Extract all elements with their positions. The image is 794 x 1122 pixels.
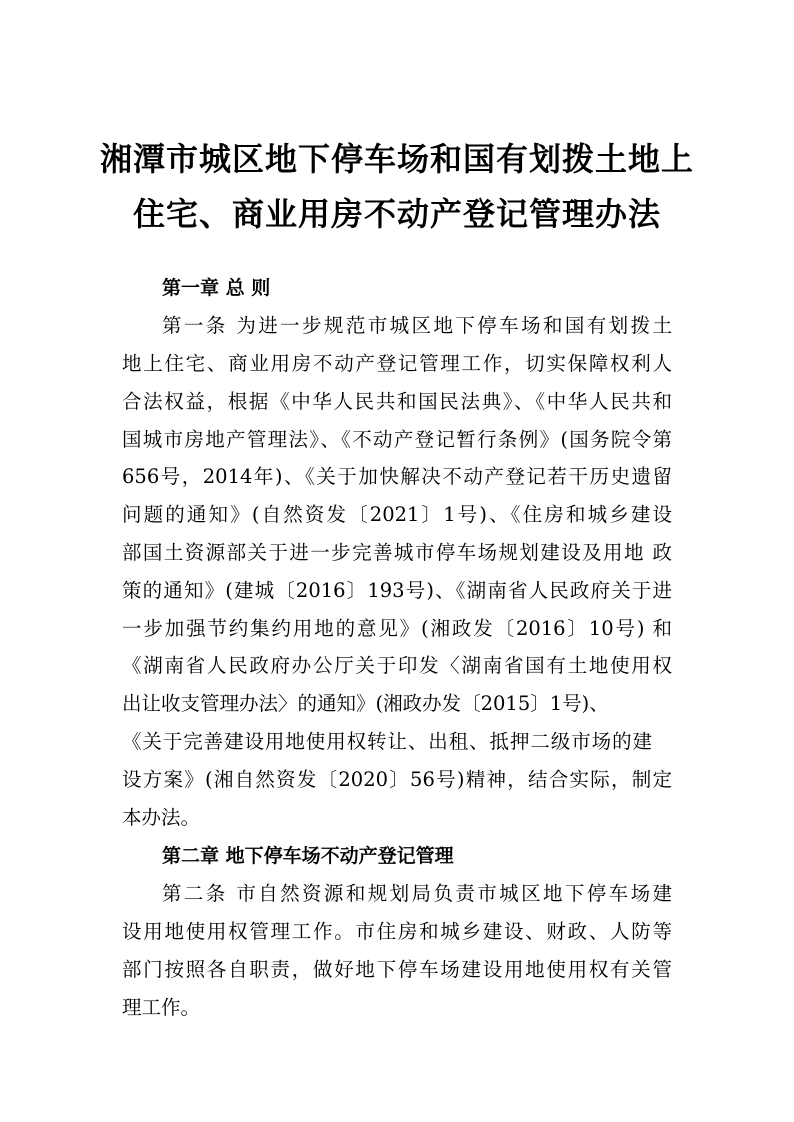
text-line: 合法权益，根据《中华人民共和国民法典》、《中华人民共和 [122,390,672,413]
text-line: 问题的通知》(自然资发〔2021〕1号)、《住房和城乡建设 [122,503,672,526]
text-line: 地上住宅、商业用房不动产登记管理工作，切实保障权利人 [122,352,672,375]
text-line: 656号，2014年)、《关于加快解决不动产登记若干历史遗留 [122,465,672,488]
text-line: 部国土资源部关于进一步完善城市停车场规划建设及用地 政 [122,541,672,564]
text-line: 本办法。 [122,806,201,829]
text-line: 部门按照各自职责，做好地下停车场建设用地使用权有关管 [122,958,672,981]
text-line: 《关于完善建设用地使用权转让、出租、抵押二级市场的建 [122,730,652,753]
text-line: 第二条 市自然资源和规划局负责市城区地下停车场建 [162,882,672,905]
text-line: 理工作。 [122,996,201,1019]
text-line: 设方案》(湘自然资发〔2020〕56号)精神，结合实际，制定 [122,768,672,791]
title-line-1: 湘潭市城区地下停车场和国有划拨土地上 [99,140,694,178]
text-line: 一步加强节约集约用地的意见》(湘政发〔2016〕10号) 和 [122,617,672,640]
text-line: 设用地使用权管理工作。市住房和城乡建设、财政、人防等 [122,920,672,943]
text-line: 《湖南省人民政府办公厅关于印发〈湖南省国有土地使用权 [122,654,672,677]
title-line-2: 住宅、商业用房不动产登记管理办法 [132,195,661,233]
chapter-2-heading: 第二章 地下停车场不动产登记管理 [162,845,454,867]
text-line: 策的通知》(建城〔2016〕193号)、《湖南省人民政府关于进 [122,579,672,602]
chapter-1-heading: 第一章 总 则 [162,277,271,299]
text-line: 第一条 为进一步规范市城区地下停车场和国有划拨土 [162,314,672,337]
text-line: 国城市房地产管理法》、《不动产登记暂行条例》(国务院令第 [122,428,672,451]
text-line: 出让收支管理办法〉的通知》(湘政办发〔2015〕1号)、 [122,692,609,715]
